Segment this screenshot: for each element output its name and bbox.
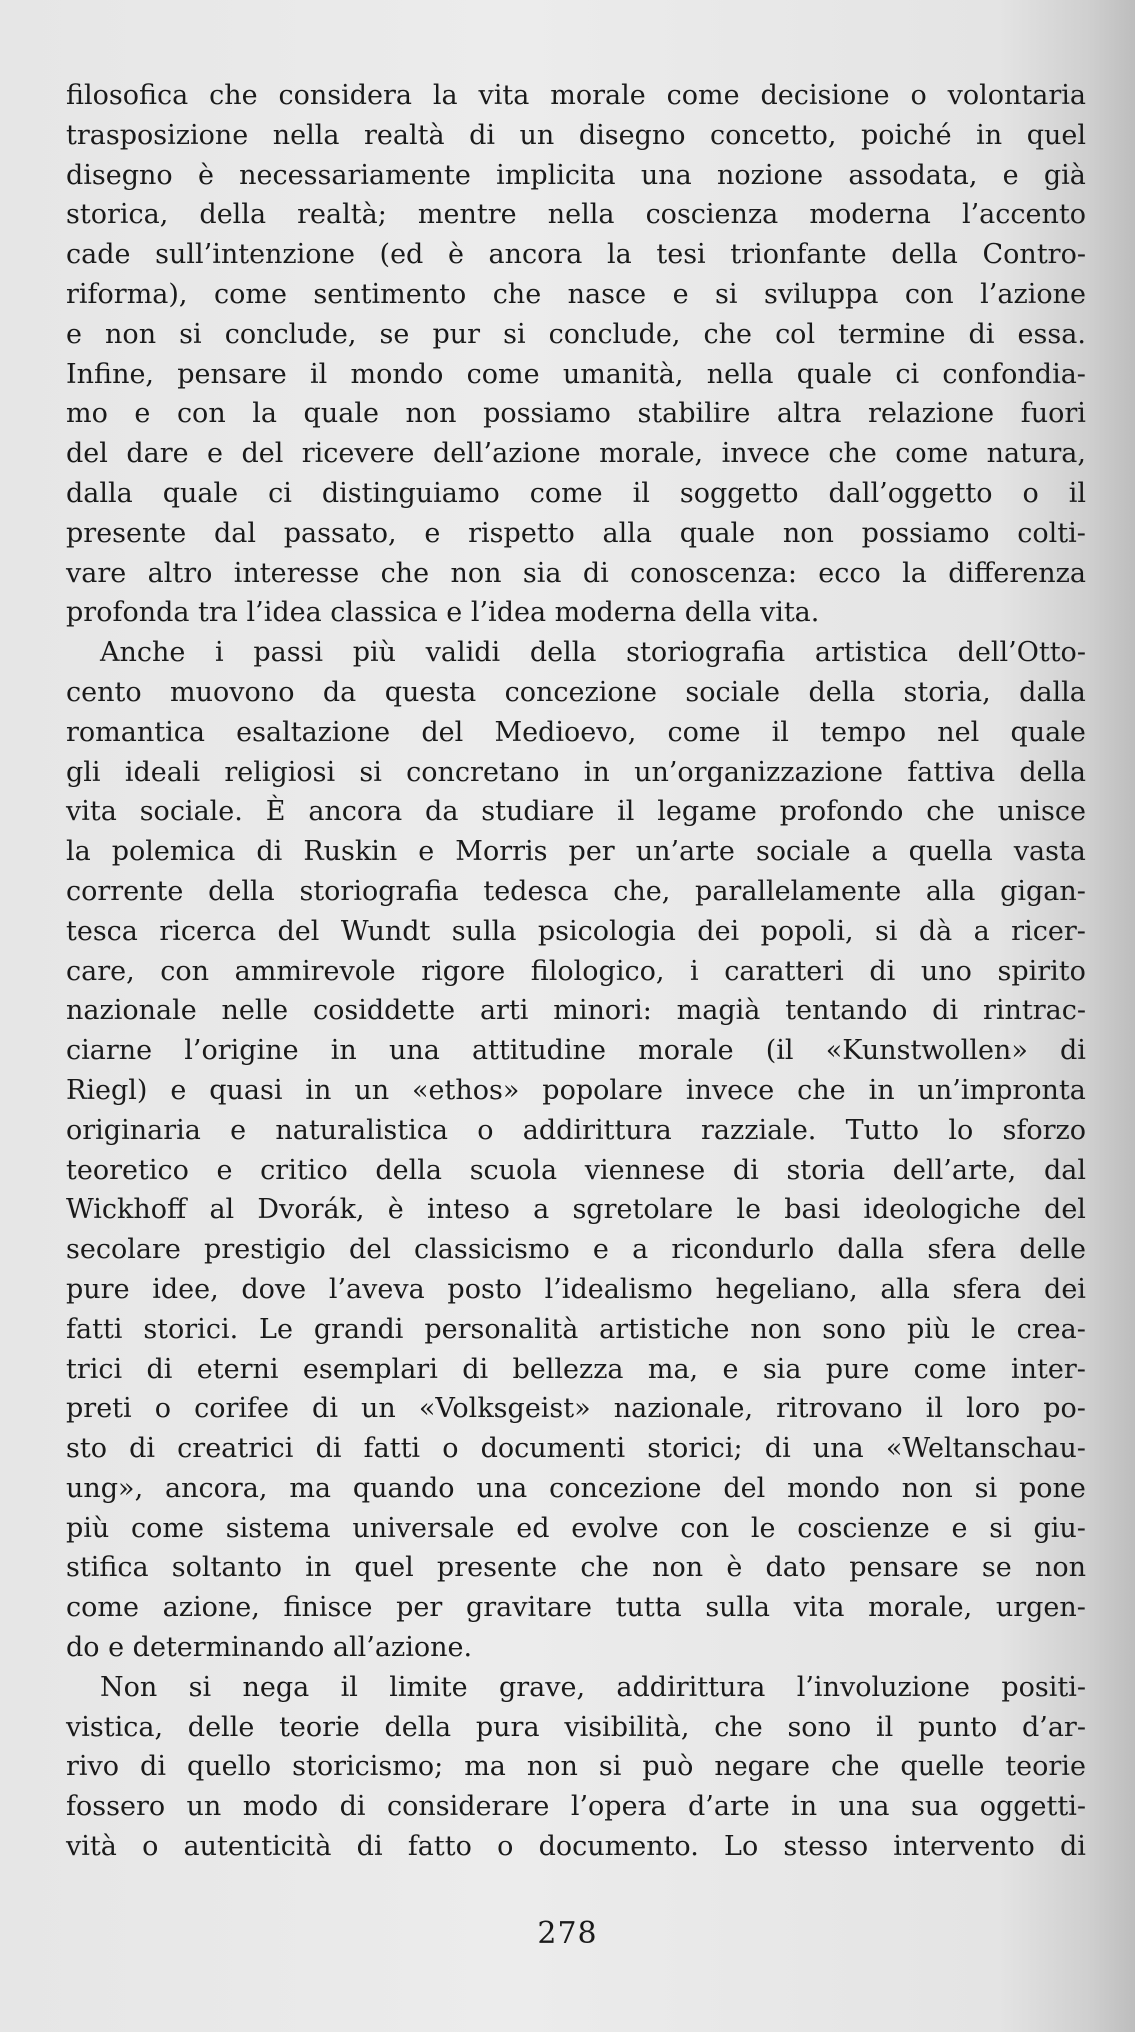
text-line: vita sociale. È ancora da studiare il legame profondo che unisce: [66, 796, 1086, 828]
text-line: pure idee, dove l’aveva posto l’idealismo hegeliano, alla sfera dei: [66, 1273, 1086, 1305]
text-line: Anche i passi più validi della storiografia artistica dell’Otto-: [100, 637, 1086, 669]
text-line: la polemica di Ruskin e Morris per un’arte sociale a quella vasta: [66, 836, 1086, 868]
text-line: disegno è necessariamente implicita una nozione assodata, e già: [66, 159, 1086, 191]
body-text: [66, 76, 1086, 1867]
text-line: trasposizione nella realtà di un disegno concetto, poiché in quel: [66, 119, 1086, 151]
text-line: riforma), come sentimento che nasce e si sviluppa con l’azione: [66, 278, 1086, 310]
text-line: trici di eterni esemplari di bellezza ma, e sia pure come inter-: [66, 1353, 1086, 1385]
text-line: storica, della realtà; mentre nella coscienza moderna l’accento: [66, 199, 1086, 231]
text-line: sto di creatrici di fatti o documenti storici; di una «Weltanschau-: [66, 1433, 1086, 1465]
page-number: 278: [537, 1916, 598, 1951]
text-line: romantica esaltazione del Medioevo, come il tempo nel quale: [66, 716, 1086, 748]
text-line: come azione, finisce per gravitare tutta sulla vita morale, urgen-: [66, 1592, 1086, 1624]
text-line: dalla quale ci distinguiamo come il soggetto dall’oggetto o il: [66, 477, 1086, 509]
text-line: ciarne l’origine in una attitudine morale (il «Kunstwollen» di: [66, 1035, 1086, 1067]
text-line: care, con ammirevole rigore filologico, i caratteri di uno spirito: [66, 955, 1086, 987]
text-line: più come sistema universale ed evolve con le coscienze e si giu-: [66, 1512, 1086, 1544]
text-line: gli ideali religiosi si concretano in un’organizzazione fattiva della: [66, 756, 1086, 788]
text-line: stifica soltanto in quel presente che non è dato pensare se non: [66, 1552, 1086, 1584]
text-line: vare altro interesse che non sia di conoscenza: ecco la differenza: [66, 557, 1086, 589]
text-line: del dare e del ricevere dell’azione morale, invece che come natura,: [66, 438, 1086, 470]
text-line: presente dal passato, e rispetto alla quale non possiamo colti-: [66, 517, 1086, 549]
text-line: teoretico e critico della scuola viennese di storia dell’arte, dal: [66, 1154, 1086, 1186]
text-line: nazionale nelle cosiddette arti minori: magià tentando di rintrac-: [66, 995, 1086, 1027]
text-line: preti o corifee di un «Volksgeist» nazionale, ritrovano il loro po-: [66, 1393, 1086, 1425]
text-line: tesca ricerca del Wundt sulla psicologia dei popoli, si dà a ricer-: [66, 915, 1086, 947]
text-line: secolare prestigio del classicismo e a ricondurlo dalla sfera delle: [66, 1234, 1086, 1266]
text-line: profonda tra l’idea classica e l’idea moderna della vita.: [66, 597, 820, 629]
text-line: Non si nega il limite grave, addirittura l’involuzione positi-: [100, 1671, 1086, 1703]
text-line: vità o autenticità di fatto o documento. Lo stesso intervento di: [66, 1831, 1086, 1863]
text-line: cade sull’intenzione (ed è ancora la tesi trionfante della Contro-: [66, 239, 1086, 271]
text-line: Wickhoff al Dvorák, è inteso a sgretolare le basi ideologiche del: [66, 1194, 1086, 1226]
text-line: fossero un modo di considerare l’opera d’arte in una sua oggetti-: [66, 1791, 1086, 1823]
text-line: corrente della storiografia tedesca che, parallelamente alla gigan-: [66, 875, 1086, 907]
text-line: cento muovono da questa concezione sociale della storia, dalla: [66, 676, 1086, 708]
text-line: filosofica che considera la vita morale come decisione o volontaria: [66, 80, 1086, 111]
text-line: Infine, pensare il mondo come umanità, nella quale ci confondia-: [66, 358, 1086, 390]
text-line: mo e con la quale non possiamo stabilire altra relazione fuori: [66, 398, 1086, 430]
text-line: e non si conclude, se pur si conclude, che col termine di essa.: [66, 318, 1086, 350]
text-line: ung», ancora, ma quando una concezione del mondo non si pone: [66, 1472, 1086, 1504]
text-line: vistica, delle teorie della pura visibilità, che sono il punto d’ar-: [66, 1711, 1086, 1743]
text-line: originaria e naturalistica o addirittura razziale. Tutto lo sforzo: [66, 1114, 1086, 1146]
text-line: do e determinando all’azione.: [66, 1632, 473, 1664]
text-line: fatti storici. Le grandi personalità artistiche non sono più le crea-: [66, 1313, 1086, 1345]
text-line: rivo di quello storicismo; ma non si può negare che quelle teorie: [66, 1751, 1086, 1783]
text-line: Riegl) e quasi in un «ethos» popolare invece che in un’impronta: [66, 1074, 1086, 1106]
